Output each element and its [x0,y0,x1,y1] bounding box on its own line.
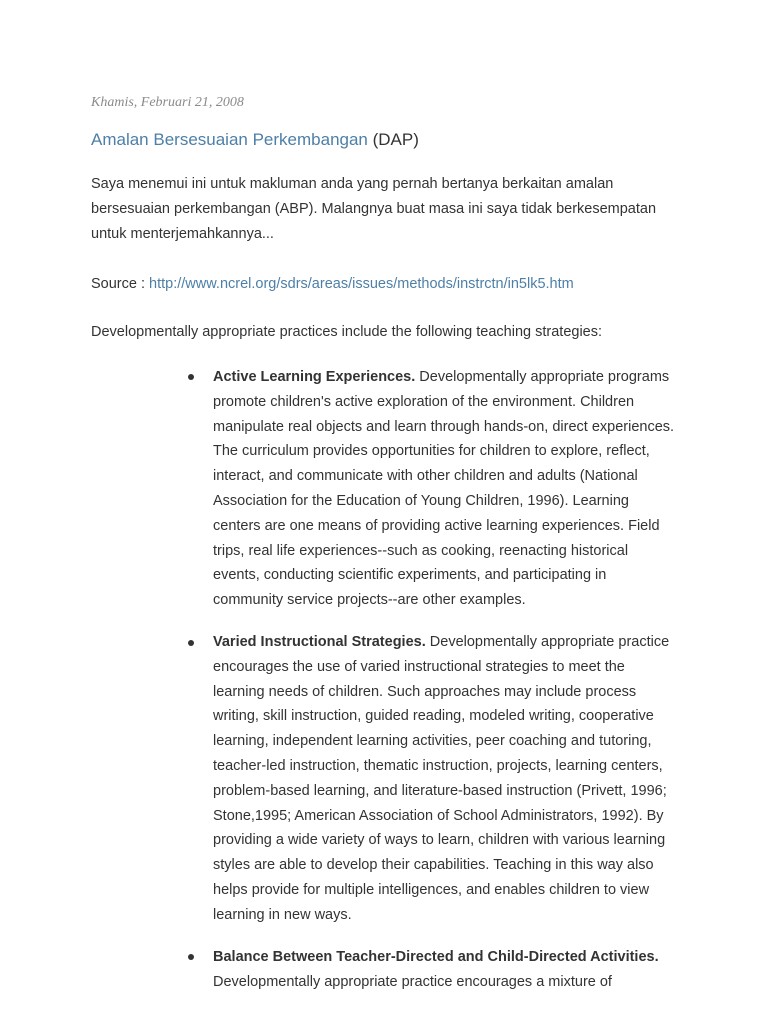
list-item-balance [213,945,678,995]
list-item-varied-strategies [213,630,678,928]
source-label: Source : [91,276,150,292]
bullet-icon [188,954,194,960]
list-item-text: Developmentally appropriate programs promote children's active exploration of the environment. Children manipulate real objects and learn through hands-on, direct experiences. The curriculum provides opportunities for children to explore, reflect, interact, and communicate with other children and adults (National Association for the Education of Young Children, 1996). Learning centers are one means of providing active learning experiences. Field trips, real life experiences--such as cooking, reenacting historical events, conducting scientific experiments, and participating in community service projects--are other examples. [213,369,675,609]
post-title [91,130,419,150]
source-line [91,272,574,297]
list-item-heading: Balance Between Teacher-Directed and Child-Directed Activities. [213,949,659,965]
intro-paragraph: Saya menemui ini untuk makluman anda yang pernah bertanya berkaitan amalan bersesuaian perkembangan (ABP). Malangnya buat masa ini saya tidak berkesempatan untuk menterjemahkannya... [91,176,657,242]
list-item-active-learning [213,365,678,613]
list-item-heading: Active Learning Experiences. [213,369,416,385]
lead-paragraph: Developmentally appropriate practices include the following teaching strategies: [91,324,603,340]
post-title-suffix: (DAP) [367,130,419,149]
bullet-icon [188,374,194,380]
list-item-heading: Varied Instructional Strategies. [213,634,426,650]
post-title-link[interactable]: Amalan Bersesuaian Perkembangan [91,130,368,149]
post-date: Khamis, Februari 21, 2008 [91,95,244,110]
bullet-icon [188,640,194,646]
source-link[interactable]: http://www.ncrel.org/sdrs/areas/issues/methods/instrctn/in5lk5.htm [149,276,574,292]
list-item-text: Developmentally appropriate practice encourages the use of varied instructional strategies to meet the learning needs of children. Such approaches may include process writing, skill instruction, guided reading, modeled writing, cooperative learning, independent learning activities, peer coaching and tutoring, teacher-led instruction, thematic instruction, projects, learning centers, problem-based learning, and literature-based instruction (Privett, 1996; Stone,1995; American Association of School Administrators, 1992). By providing a wide variety of ways to learn, children with various learning styles are able to develop their capabilities. Teaching in this way also helps provide for multiple intelligences, and enables children to view learning in new ways. [213,634,670,923]
list-item-text: Developmentally appropriate practice encourages a mixture of [213,973,612,990]
